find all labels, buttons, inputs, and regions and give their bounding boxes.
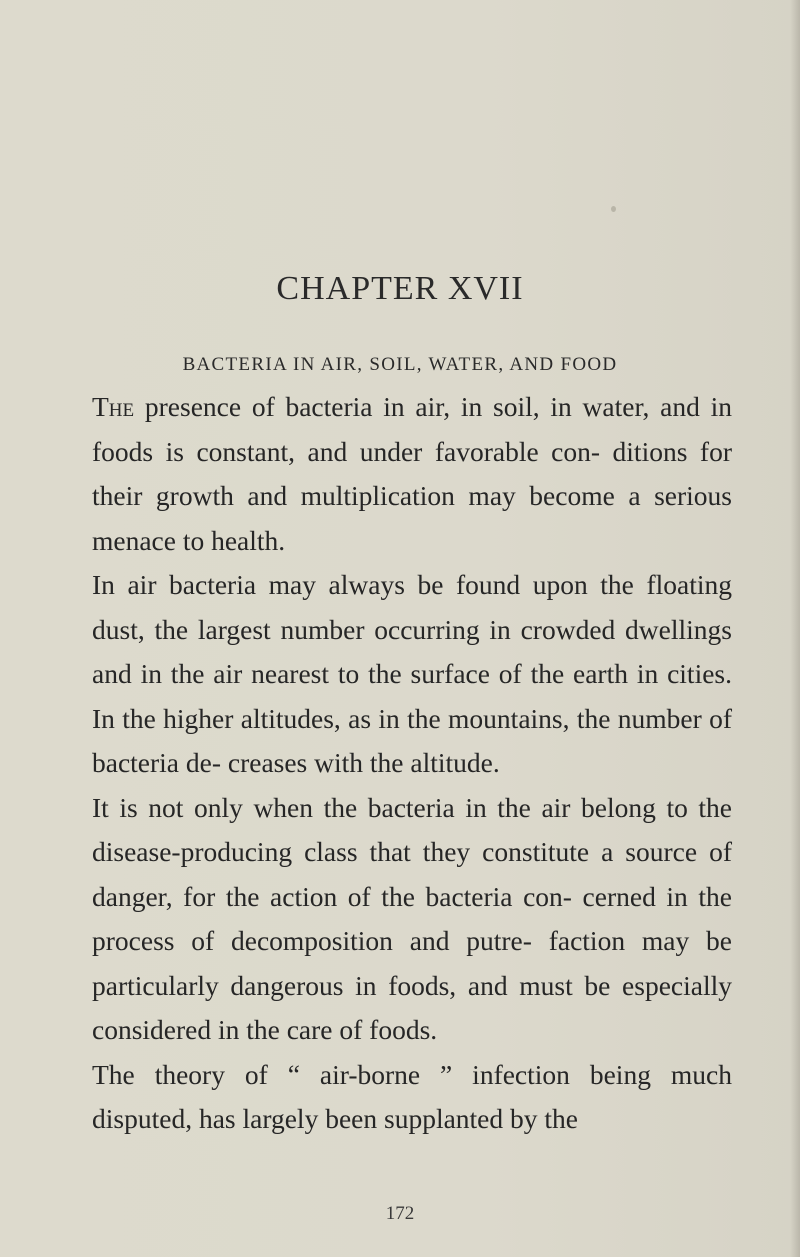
section-title: BACTERIA IN AIR, SOIL, WATER, AND FOOD xyxy=(182,354,618,375)
page-number: 172 xyxy=(385,1203,415,1224)
paragraph-3: It is not only when the bacteria in the air belong to the disease-producing class that they constitute a source of danger, for the action of the bacteria con- cerned in the process of decomposition and putre- faction may be particularly dangerous in foods, and must be especially considered in the care of foods. xyxy=(92,791,732,1045)
paragraph-1 xyxy=(92,385,732,563)
paragraph-lead-word: The xyxy=(92,391,135,422)
body-text xyxy=(92,385,732,1142)
chapter-title: CHAPTER XVII xyxy=(276,270,524,307)
paper-speck xyxy=(611,206,616,212)
page-edge-shadow xyxy=(790,0,800,1257)
paragraph-2: In air bacteria may always be found upon the floating dust, the largest number occurring in crowded dwellings and in the air nearest to the surface of the earth in cities. In the higher altitudes, as in the mountains, the number of bacteria de- creases with the altitude. xyxy=(92,569,732,778)
paragraph-4: The theory of “ air-borne ” infection being much disputed, has largely been supplanted by the xyxy=(92,1058,732,1134)
paragraph-1-text: presence of bacteria in air, in soil, in water, and in foods is constant, and under favorable con- ditions for their growth and multiplication may become a serious menace to health. xyxy=(92,391,732,556)
